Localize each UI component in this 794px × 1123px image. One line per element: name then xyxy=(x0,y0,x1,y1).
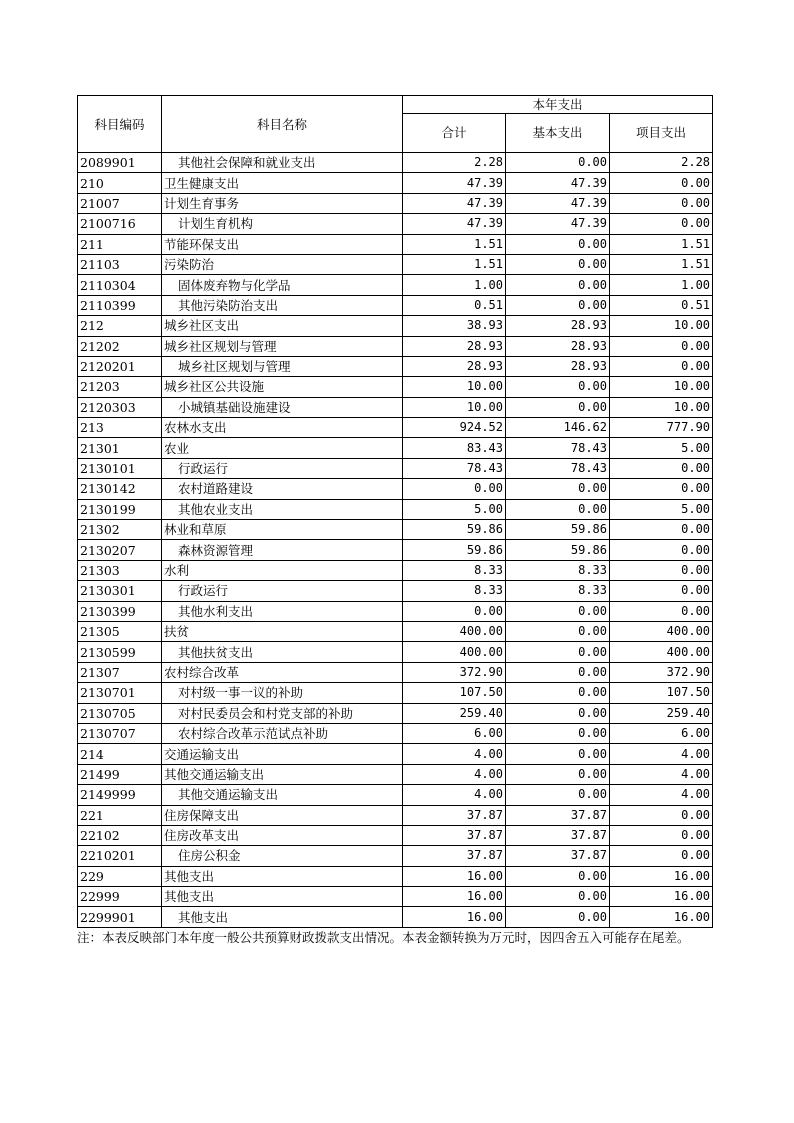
table-row xyxy=(78,907,713,927)
row-project: 6.00 xyxy=(610,723,713,743)
row-name: 污染防治 xyxy=(162,254,403,274)
row-project: 372.90 xyxy=(610,662,713,682)
row-project: 0.00 xyxy=(610,458,713,478)
row-basic: 59.86 xyxy=(506,540,610,560)
table-row xyxy=(78,805,713,825)
row-total: 2.28 xyxy=(403,153,506,173)
row-name: 交通运输支出 xyxy=(162,744,403,764)
row-code: 2130207 xyxy=(78,540,162,560)
budget-expenditure-table xyxy=(77,95,713,928)
row-basic: 0.00 xyxy=(506,887,610,907)
row-total: 4.00 xyxy=(403,764,506,784)
row-total: 37.87 xyxy=(403,846,506,866)
row-total: 47.39 xyxy=(403,214,506,234)
table-row xyxy=(78,499,713,519)
row-project: 1.51 xyxy=(610,254,713,274)
row-code: 2089901 xyxy=(78,153,162,173)
row-project: 2.28 xyxy=(610,153,713,173)
row-total: 1.51 xyxy=(403,234,506,254)
row-total: 59.86 xyxy=(403,540,506,560)
row-basic: 8.33 xyxy=(506,560,610,580)
row-name: 其他交通运输支出 xyxy=(162,764,403,784)
table-row xyxy=(78,683,713,703)
row-total: 259.40 xyxy=(403,703,506,723)
row-basic: 0.00 xyxy=(506,377,610,397)
row-project: 10.00 xyxy=(610,377,713,397)
row-basic: 0.00 xyxy=(506,621,610,641)
row-basic: 0.00 xyxy=(506,254,610,274)
row-total: 16.00 xyxy=(403,907,506,927)
row-code: 212 xyxy=(78,316,162,336)
table-row xyxy=(78,540,713,560)
row-name: 对村民委员会和村党支部的补助 xyxy=(162,703,403,723)
row-name: 节能环保支出 xyxy=(162,234,403,254)
row-basic: 0.00 xyxy=(506,907,610,927)
row-code: 2110399 xyxy=(78,295,162,315)
row-total: 10.00 xyxy=(403,397,506,417)
row-project: 0.00 xyxy=(610,560,713,580)
row-code: 214 xyxy=(78,744,162,764)
row-basic: 0.00 xyxy=(506,764,610,784)
row-name: 计划生育机构 xyxy=(162,214,403,234)
row-project: 5.00 xyxy=(610,438,713,458)
row-basic: 47.39 xyxy=(506,173,610,193)
row-basic: 37.87 xyxy=(506,846,610,866)
table-row xyxy=(78,397,713,417)
row-basic: 0.00 xyxy=(506,703,610,723)
row-code: 2130142 xyxy=(78,479,162,499)
row-code: 21203 xyxy=(78,377,162,397)
row-project: 400.00 xyxy=(610,642,713,662)
table-row xyxy=(78,438,713,458)
row-basic: 28.93 xyxy=(506,316,610,336)
row-project: 1.00 xyxy=(610,275,713,295)
row-total: 5.00 xyxy=(403,499,506,519)
row-code: 229 xyxy=(78,866,162,886)
table-row xyxy=(78,254,713,274)
row-total: 38.93 xyxy=(403,316,506,336)
row-project: 400.00 xyxy=(610,621,713,641)
row-basic: 0.00 xyxy=(506,397,610,417)
row-basic: 0.00 xyxy=(506,601,610,621)
row-basic: 0.00 xyxy=(506,785,610,805)
table-row xyxy=(78,703,713,723)
row-code: 2149999 xyxy=(78,785,162,805)
table-row xyxy=(78,866,713,886)
row-name: 其他水利支出 xyxy=(162,601,403,621)
row-name: 其他交通运输支出 xyxy=(162,785,403,805)
row-project: 0.00 xyxy=(610,214,713,234)
header-total: 合计 xyxy=(403,114,506,153)
row-total: 0.00 xyxy=(403,601,506,621)
table-row xyxy=(78,275,713,295)
row-name: 卫生健康支出 xyxy=(162,173,403,193)
header-annual-expenditure: 本年支出 xyxy=(403,96,713,114)
table-row xyxy=(78,234,713,254)
table-row xyxy=(78,479,713,499)
row-basic: 0.00 xyxy=(506,234,610,254)
row-basic: 0.00 xyxy=(506,642,610,662)
row-code: 21303 xyxy=(78,560,162,580)
row-project: 0.51 xyxy=(610,295,713,315)
row-project: 0.00 xyxy=(610,846,713,866)
row-code: 221 xyxy=(78,805,162,825)
row-basic: 0.00 xyxy=(506,479,610,499)
row-name: 计划生育事务 xyxy=(162,193,403,213)
table-row xyxy=(78,214,713,234)
row-basic: 0.00 xyxy=(506,744,610,764)
row-total: 59.86 xyxy=(403,520,506,540)
row-basic: 0.00 xyxy=(506,866,610,886)
row-name: 其他农业支出 xyxy=(162,499,403,519)
row-code: 21202 xyxy=(78,336,162,356)
row-project: 0.00 xyxy=(610,805,713,825)
row-code: 2130707 xyxy=(78,723,162,743)
row-basic: 28.93 xyxy=(506,336,610,356)
row-total: 8.33 xyxy=(403,560,506,580)
row-code: 22102 xyxy=(78,825,162,845)
row-basic: 0.00 xyxy=(506,153,610,173)
row-code: 213 xyxy=(78,418,162,438)
row-total: 4.00 xyxy=(403,744,506,764)
row-total: 372.90 xyxy=(403,662,506,682)
row-name: 固体废弃物与化学品 xyxy=(162,275,403,295)
row-name: 农林水支出 xyxy=(162,418,403,438)
table-row xyxy=(78,887,713,907)
row-code: 2130599 xyxy=(78,642,162,662)
table-row xyxy=(78,560,713,580)
row-project: 0.00 xyxy=(610,520,713,540)
row-project: 0.00 xyxy=(610,173,713,193)
row-code: 210 xyxy=(78,173,162,193)
table-footnote: 注：本表反映部门本年度一般公共预算财政拨款支出情况。本表金额转换为万元时，因四舍五入可能存在尾差。 xyxy=(77,930,690,945)
row-name: 其他污染防治支出 xyxy=(162,295,403,315)
table-row xyxy=(78,785,713,805)
row-code: 2120201 xyxy=(78,356,162,376)
row-name: 其他支出 xyxy=(162,907,403,927)
table-row xyxy=(78,458,713,478)
row-code: 2299901 xyxy=(78,907,162,927)
row-basic: 0.00 xyxy=(506,723,610,743)
row-project: 4.00 xyxy=(610,764,713,784)
row-total: 400.00 xyxy=(403,621,506,641)
header-project: 项目支出 xyxy=(610,114,713,153)
row-name: 住房保障支出 xyxy=(162,805,403,825)
row-code: 2110304 xyxy=(78,275,162,295)
row-basic: 0.00 xyxy=(506,683,610,703)
row-name: 其他支出 xyxy=(162,866,403,886)
row-code: 21301 xyxy=(78,438,162,458)
row-project: 4.00 xyxy=(610,744,713,764)
table-row xyxy=(78,601,713,621)
row-project: 1.51 xyxy=(610,234,713,254)
row-name: 行政运行 xyxy=(162,581,403,601)
row-basic: 28.93 xyxy=(506,356,610,376)
row-code: 21307 xyxy=(78,662,162,682)
row-total: 8.33 xyxy=(403,581,506,601)
table-row xyxy=(78,520,713,540)
row-project: 0.00 xyxy=(610,601,713,621)
row-basic: 47.39 xyxy=(506,214,610,234)
row-name: 对村级一事一议的补助 xyxy=(162,683,403,703)
row-project: 16.00 xyxy=(610,907,713,927)
row-name: 森林资源管理 xyxy=(162,540,403,560)
row-code: 21007 xyxy=(78,193,162,213)
row-basic: 8.33 xyxy=(506,581,610,601)
row-name: 城乡社区规划与管理 xyxy=(162,336,403,356)
row-name: 农业 xyxy=(162,438,403,458)
row-code: 2130199 xyxy=(78,499,162,519)
row-project: 10.00 xyxy=(610,397,713,417)
table-row xyxy=(78,153,713,173)
row-code: 21499 xyxy=(78,764,162,784)
row-project: 0.00 xyxy=(610,540,713,560)
row-code: 2210201 xyxy=(78,846,162,866)
row-basic: 0.00 xyxy=(506,275,610,295)
row-project: 0.00 xyxy=(610,581,713,601)
row-project: 0.00 xyxy=(610,479,713,499)
table-row xyxy=(78,723,713,743)
row-project: 4.00 xyxy=(610,785,713,805)
header-basic: 基本支出 xyxy=(506,114,610,153)
table-row xyxy=(78,316,713,336)
row-total: 1.51 xyxy=(403,254,506,274)
table-row xyxy=(78,193,713,213)
row-basic: 78.43 xyxy=(506,458,610,478)
row-total: 1.00 xyxy=(403,275,506,295)
row-project: 0.00 xyxy=(610,336,713,356)
row-name: 水利 xyxy=(162,560,403,580)
table-row xyxy=(78,744,713,764)
table-body xyxy=(78,153,713,928)
row-name: 其他支出 xyxy=(162,887,403,907)
row-name: 行政运行 xyxy=(162,458,403,478)
row-name: 扶贫 xyxy=(162,621,403,641)
table-row xyxy=(78,418,713,438)
row-basic: 37.87 xyxy=(506,825,610,845)
header-name: 科目名称 xyxy=(162,96,403,153)
row-total: 6.00 xyxy=(403,723,506,743)
row-basic: 47.39 xyxy=(506,193,610,213)
row-name: 小城镇基础设施建设 xyxy=(162,397,403,417)
table-row xyxy=(78,764,713,784)
row-project: 0.00 xyxy=(610,193,713,213)
table-row xyxy=(78,642,713,662)
row-project: 16.00 xyxy=(610,887,713,907)
row-name: 农村综合改革示范试点补助 xyxy=(162,723,403,743)
row-code: 2100716 xyxy=(78,214,162,234)
row-project: 259.40 xyxy=(610,703,713,723)
row-project: 5.00 xyxy=(610,499,713,519)
row-total: 0.00 xyxy=(403,479,506,499)
row-project: 0.00 xyxy=(610,356,713,376)
row-name: 其他扶贫支出 xyxy=(162,642,403,662)
row-code: 2130705 xyxy=(78,703,162,723)
table-row xyxy=(78,356,713,376)
row-name: 城乡社区公共设施 xyxy=(162,377,403,397)
row-project: 777.90 xyxy=(610,418,713,438)
table-row xyxy=(78,295,713,315)
row-total: 37.87 xyxy=(403,825,506,845)
row-basic: 0.00 xyxy=(506,295,610,315)
row-project: 107.50 xyxy=(610,683,713,703)
row-name: 住房公积金 xyxy=(162,846,403,866)
row-total: 16.00 xyxy=(403,887,506,907)
row-total: 16.00 xyxy=(403,866,506,886)
row-basic: 146.62 xyxy=(506,418,610,438)
row-basic: 78.43 xyxy=(506,438,610,458)
row-total: 78.43 xyxy=(403,458,506,478)
row-total: 4.00 xyxy=(403,785,506,805)
row-code: 2130301 xyxy=(78,581,162,601)
row-name: 住房改革支出 xyxy=(162,825,403,845)
table-row xyxy=(78,846,713,866)
row-name: 其他社会保障和就业支出 xyxy=(162,153,403,173)
row-code: 2120303 xyxy=(78,397,162,417)
row-total: 28.93 xyxy=(403,336,506,356)
row-basic: 0.00 xyxy=(506,662,610,682)
row-total: 83.43 xyxy=(403,438,506,458)
row-basic: 37.87 xyxy=(506,805,610,825)
table-row xyxy=(78,173,713,193)
row-total: 107.50 xyxy=(403,683,506,703)
table-row xyxy=(78,377,713,397)
row-name: 林业和草原 xyxy=(162,520,403,540)
row-total: 400.00 xyxy=(403,642,506,662)
table-header xyxy=(78,96,713,153)
table-row xyxy=(78,336,713,356)
row-total: 924.52 xyxy=(403,418,506,438)
row-total: 10.00 xyxy=(403,377,506,397)
row-name: 城乡社区支出 xyxy=(162,316,403,336)
table-row xyxy=(78,581,713,601)
table-row xyxy=(78,621,713,641)
table-row xyxy=(78,825,713,845)
row-code: 2130701 xyxy=(78,683,162,703)
table-row xyxy=(78,662,713,682)
row-code: 2130399 xyxy=(78,601,162,621)
row-basic: 59.86 xyxy=(506,520,610,540)
row-project: 0.00 xyxy=(610,825,713,845)
row-code: 22999 xyxy=(78,887,162,907)
row-name: 城乡社区规划与管理 xyxy=(162,356,403,376)
row-code: 211 xyxy=(78,234,162,254)
row-basic: 0.00 xyxy=(506,499,610,519)
row-code: 21302 xyxy=(78,520,162,540)
row-total: 0.51 xyxy=(403,295,506,315)
row-total: 28.93 xyxy=(403,356,506,376)
row-code: 21103 xyxy=(78,254,162,274)
row-project: 10.00 xyxy=(610,316,713,336)
row-total: 47.39 xyxy=(403,193,506,213)
row-code: 21305 xyxy=(78,621,162,641)
row-project: 16.00 xyxy=(610,866,713,886)
row-name: 农村道路建设 xyxy=(162,479,403,499)
row-name: 农村综合改革 xyxy=(162,662,403,682)
row-code: 2130101 xyxy=(78,458,162,478)
header-code: 科目编码 xyxy=(78,96,162,153)
row-total: 37.87 xyxy=(403,805,506,825)
row-total: 47.39 xyxy=(403,173,506,193)
